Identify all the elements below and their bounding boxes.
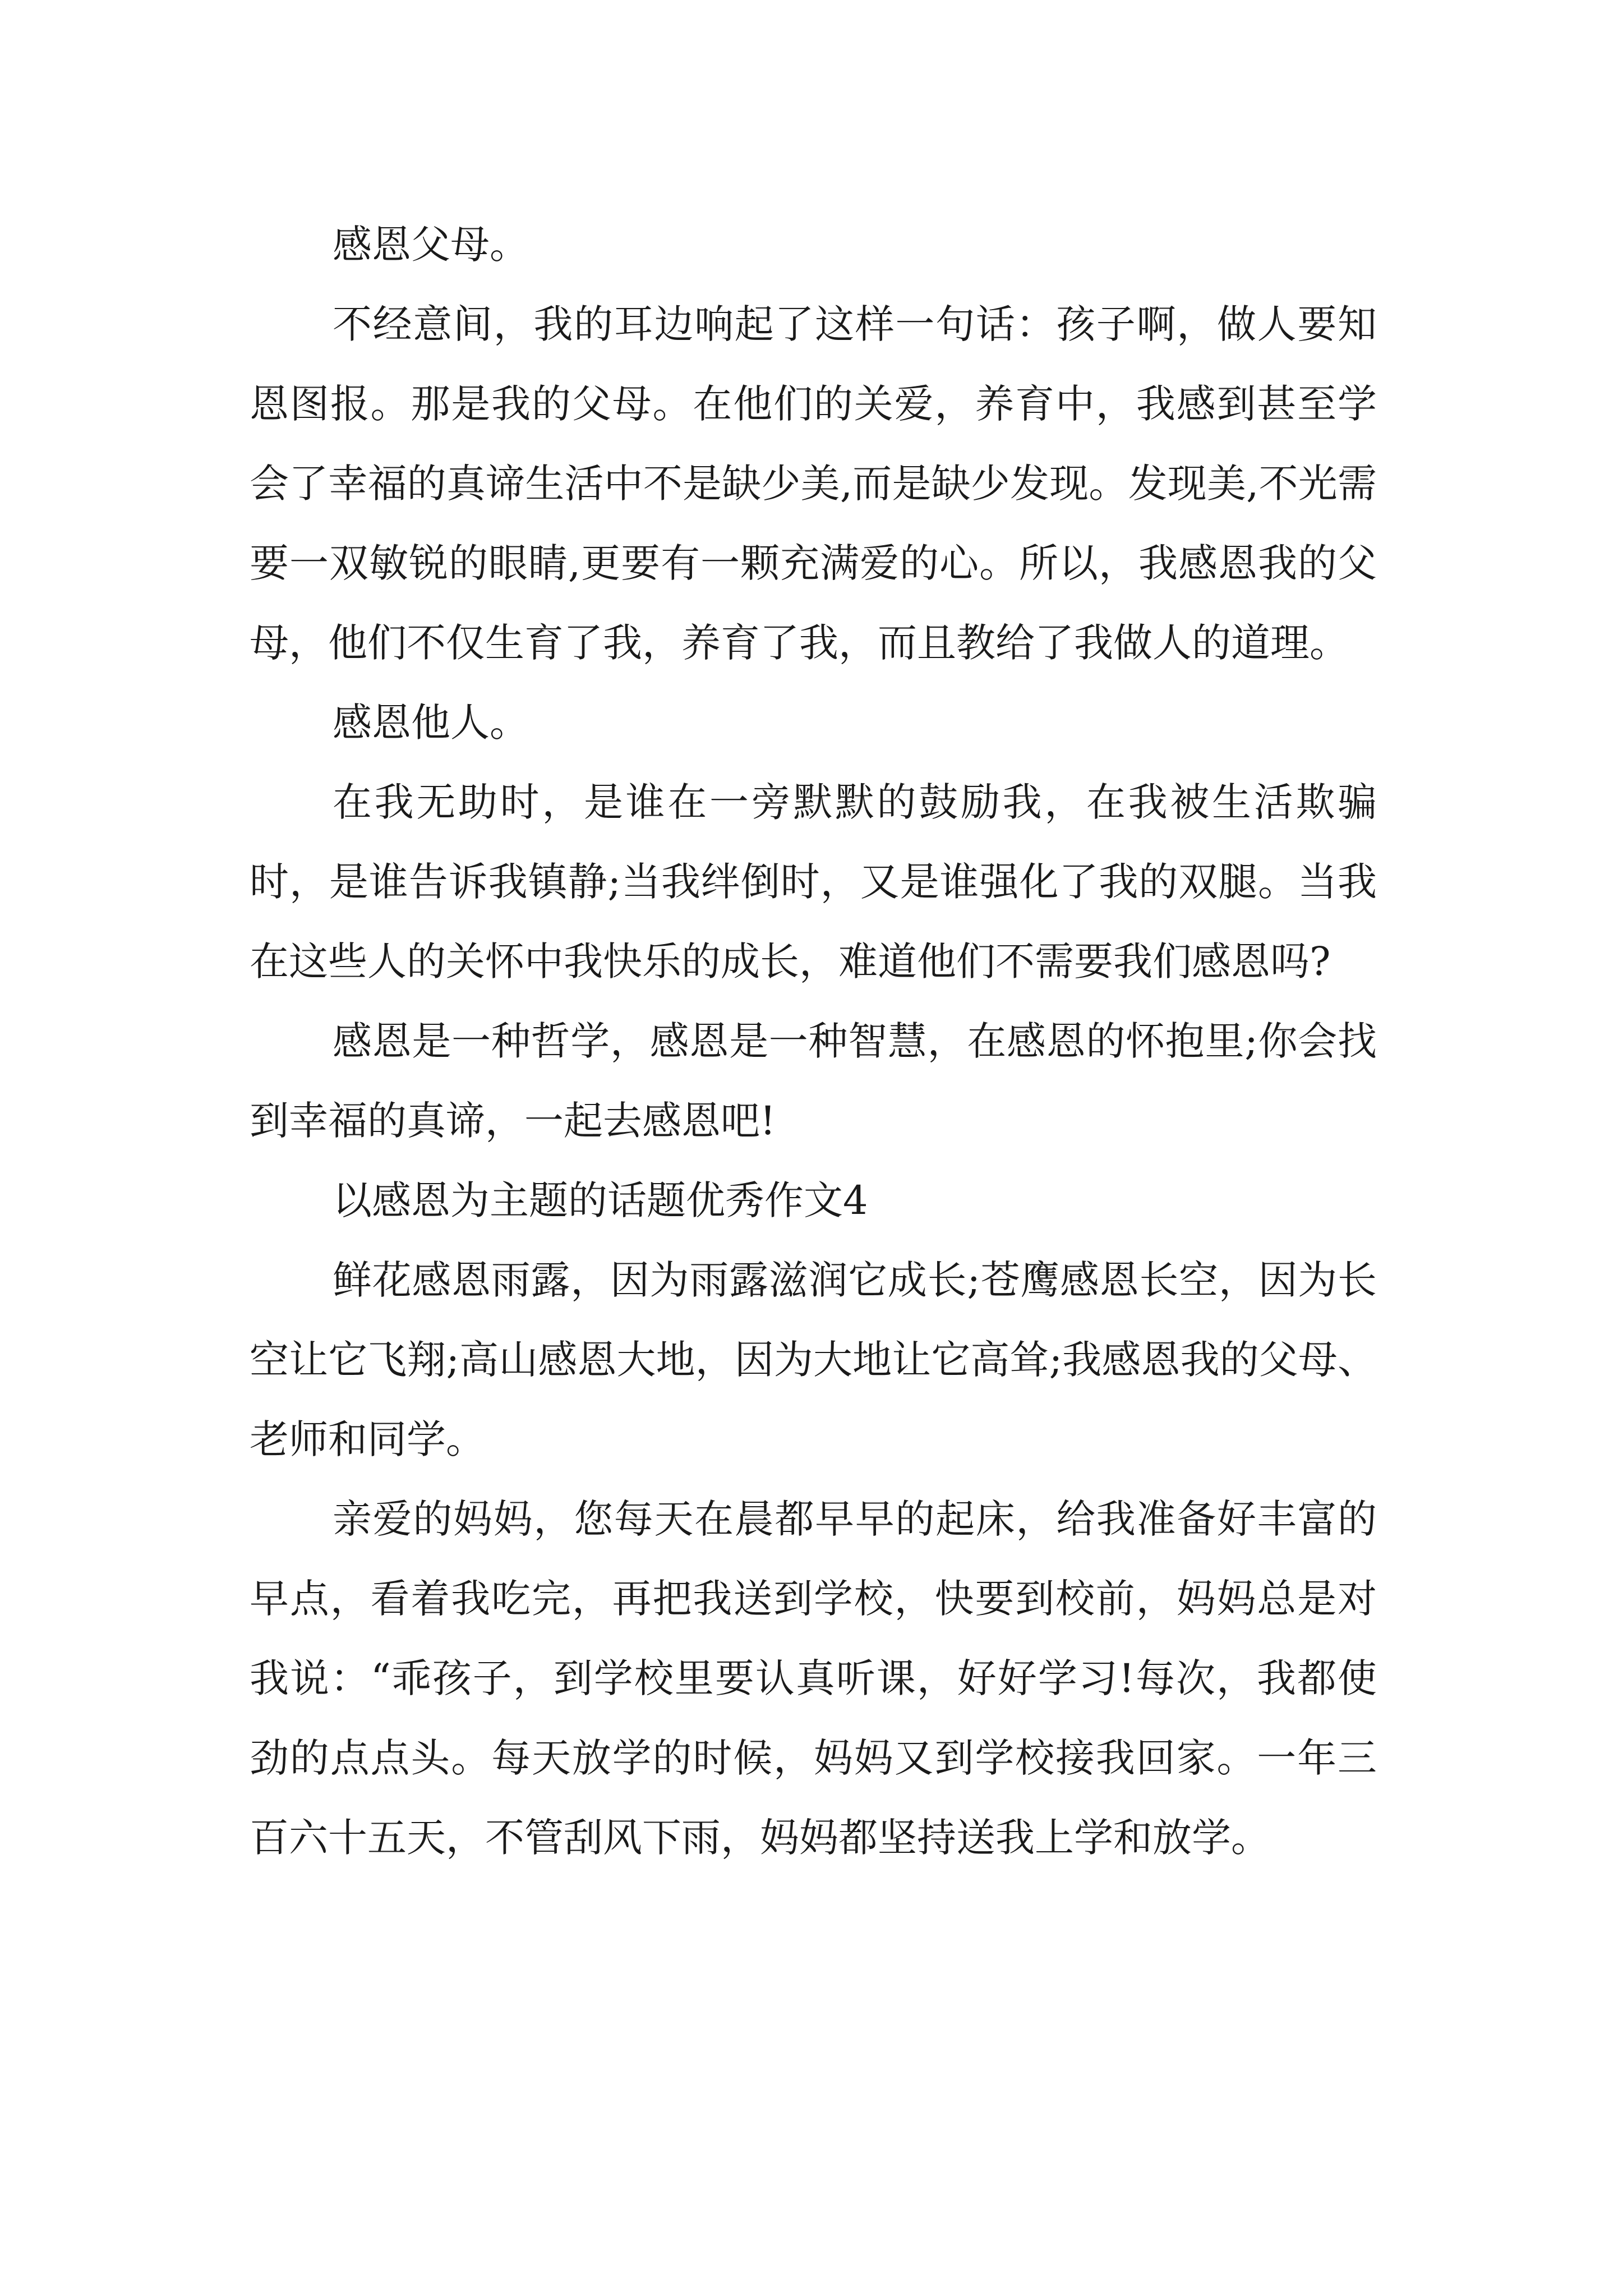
section-title: 以感恩为主题的话题优秀作文4 bbox=[333, 1177, 868, 1223]
paragraph-parents: 不经意间，我的耳边响起了这样一句话：孩子啊，做人要知恩图报。那是我的父母。在他们的关爱，养育中，我感到甚至学会了幸福的真谛生活中不是缺少美,而是缺少发现。发现美,不光需要一双敏锐的眼睛,更要有一颗充满爱的心。所以，我感恩我的父母，他们不仅生育了我，养育了我，而且教给了我做人的道理。 bbox=[250, 301, 1377, 666]
paragraph-philosophy: 感恩是一种哲学，感恩是一种智慧，在感恩的怀抱里;你会找到幸福的真谛，一起去感恩吧! bbox=[250, 1018, 1377, 1144]
paragraph-mother: 亲爱的妈妈，您每天在晨都早早的起床，给我准备好丰富的早点，看着我吃完，再把我送到学校，快要到校前，妈妈总是对我说：“乖孩子，到学校里要认真听课，好好学习!每次，我都使劲的点点头。每天放学的时候，妈妈又到学校接我回家。一年三百六十五天，不管刮风下雨，妈妈都坚持送我上学和放学。 bbox=[250, 1496, 1377, 1861]
paragraph-others: 在我无助时，是谁在一旁默默的鼓励我，在我被生活欺骗时，是谁告诉我镇静;当我绊倒时，又是谁强化了我的双腿。当我在这些人的关怀中我快乐的成长，难道他们不需要我们感恩吗? bbox=[250, 779, 1377, 984]
paragraph-heading-others: 感恩他人。 bbox=[333, 700, 529, 746]
paragraph-nature: 鲜花感恩雨露，因为雨露滋润它成长;苍鹰感恩长空，因为长空让它飞翔;高山感恩大地，因为大地让它高耸;我感恩我的父母、老师和同学。 bbox=[250, 1257, 1377, 1462]
document-body bbox=[250, 205, 1377, 1878]
paragraph-heading-parents: 感恩父母。 bbox=[333, 222, 529, 268]
